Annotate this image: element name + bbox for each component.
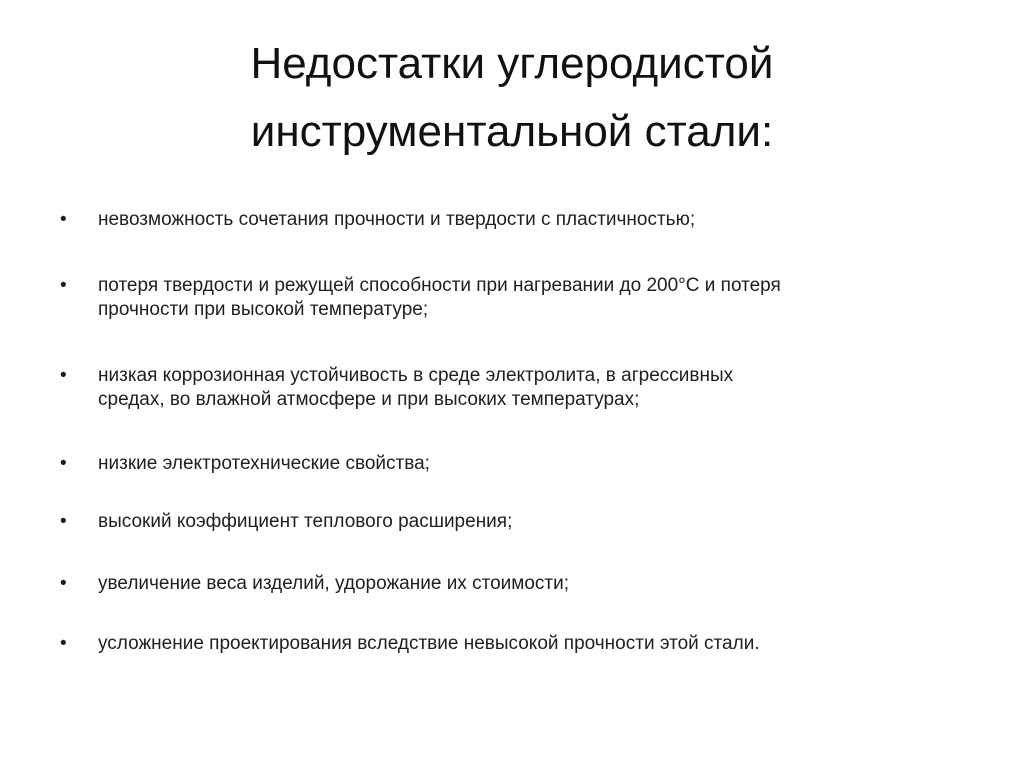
bullet-text: усложнение проектирования вследствие невысокой прочности этой стали.	[98, 633, 760, 654]
bullet-item-6	[60, 572, 569, 596]
bullet-text: низкие электротехнические свойства;	[98, 453, 430, 474]
bullet-item-1	[60, 208, 695, 232]
bullet-item-3	[60, 364, 733, 412]
bullet-dot: •	[60, 453, 67, 474]
bullet-dot: •	[60, 275, 67, 296]
bullet-dot: •	[60, 511, 67, 532]
bullet-dot: •	[60, 633, 67, 654]
bullet-text: высокий коэффициент теплового расширения;	[98, 511, 513, 532]
bullet-item-4	[60, 452, 430, 476]
bullet-text: потеря твердости и режущей способности при нагревании до 200°С и потеря прочности при высокой температуре;	[98, 275, 781, 320]
bullet-text: невозможность сочетания прочности и твердости с пластичностью;	[98, 209, 696, 230]
bullet-dot: •	[60, 365, 67, 386]
slide-title-line-2: инструментальной стали:	[250, 107, 774, 156]
bullet-dot: •	[60, 209, 67, 230]
bullet-item-5	[60, 510, 512, 534]
bullet-dot: •	[60, 573, 67, 594]
bullet-item-7	[60, 632, 760, 656]
bullet-text: низкая коррозионная устойчивость в среде электролита, в агрессивных средах, во влажной атмосфере и при высоких температурах;	[98, 365, 734, 410]
slide-title	[0, 30, 1024, 166]
bullet-text: увеличение веса изделий, удорожание их стоимости;	[98, 573, 569, 594]
slide-title-line-1: Недостатки углеродистой	[250, 39, 774, 88]
bullet-item-2	[60, 274, 781, 322]
